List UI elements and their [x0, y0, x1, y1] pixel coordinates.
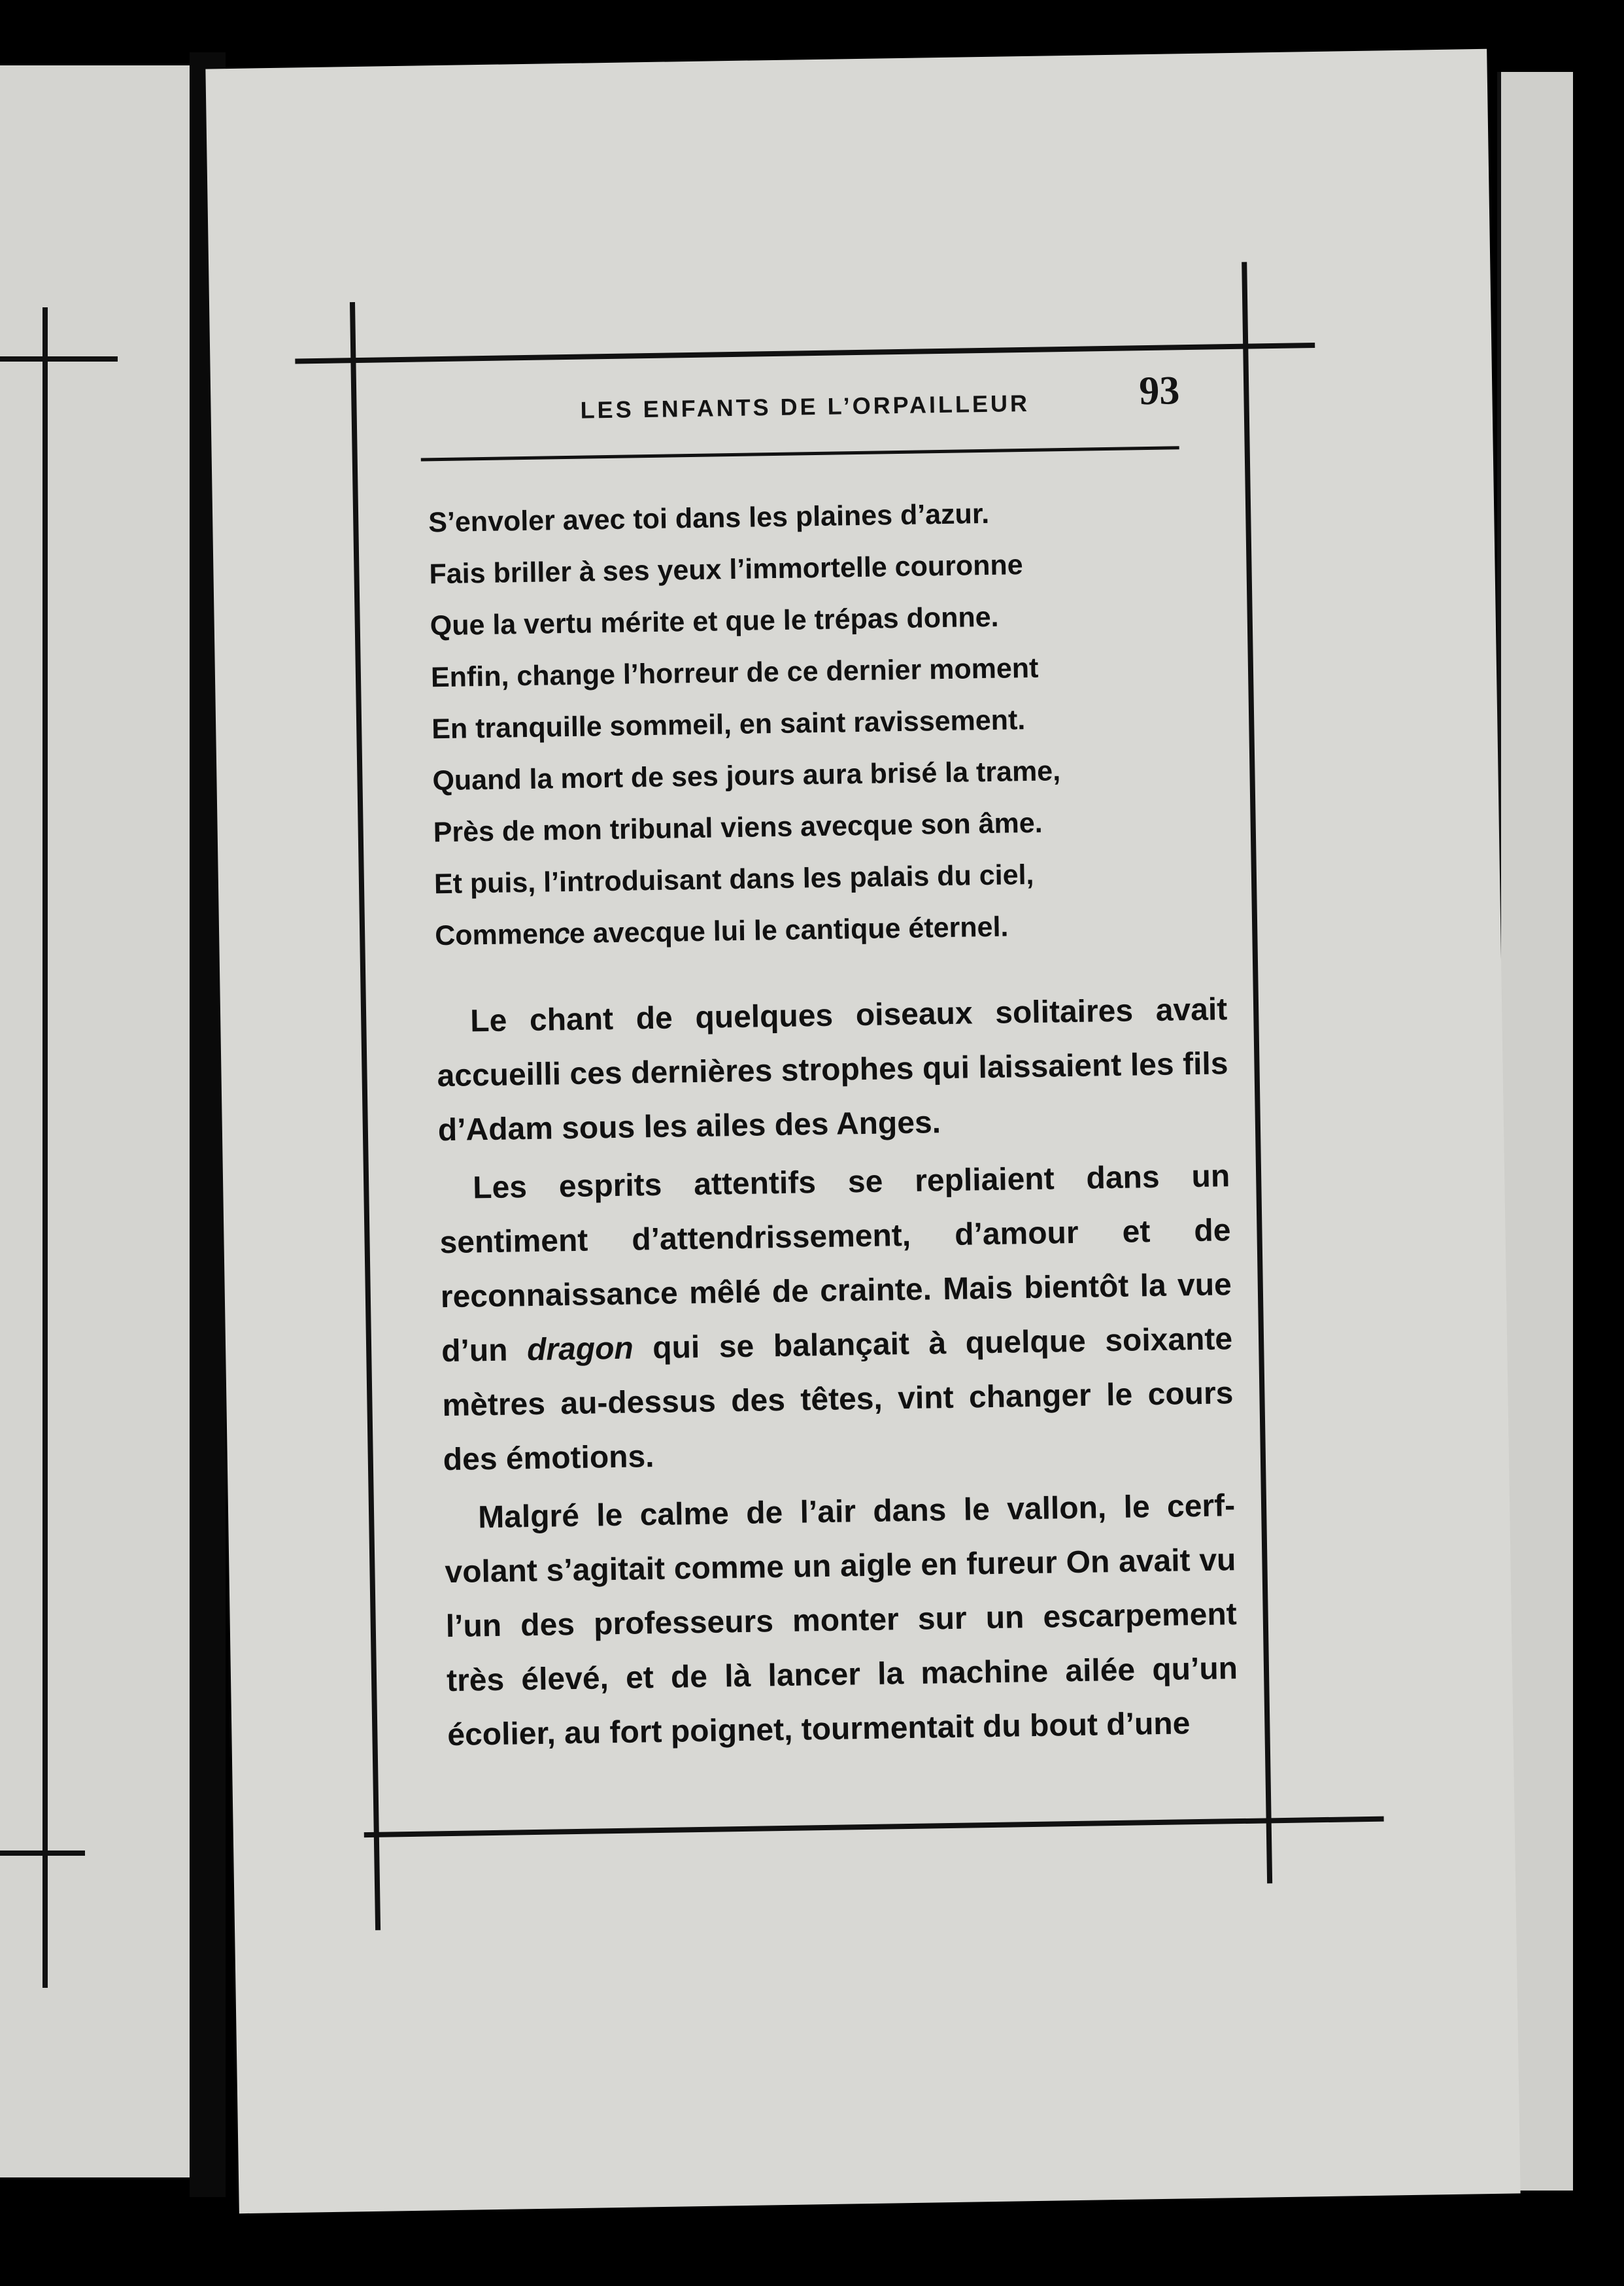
paragraph-2-start: Les esprits attentifs se repliaient dans un sentiment d’attendrissement, d’amour et de reconnaissance mêlé de crainte. Mais bientôt la vue d’un: [439, 1159, 1232, 1369]
frame-right-rule: [1242, 262, 1272, 1884]
verse-line: Près de mon tribunal viens avecque son âme.: [433, 807, 1043, 849]
paragraph-3: Malgré le calme de l’air dans le vallon, le cerf-volant s’agitait comme un aigle en fureur On avait vu l’un des professeurs monter sur un escarpement très élevé, et de là lancer la machine ailée qu’un écolier, au fort poignet, tourmentait du bout d’une: [445, 1488, 1238, 1753]
previous-page-frame-top: [0, 356, 118, 362]
verse: [428, 485, 1226, 962]
verse-line: Quand la mort de ses jours aura brisé la trame,: [432, 755, 1061, 797]
frame-top-rule: [295, 343, 1315, 364]
header-rule: [421, 446, 1179, 461]
frame-left-rule: [350, 302, 381, 1930]
previous-page-frame-bottom: [0, 1851, 85, 1856]
previous-page: [0, 65, 190, 2177]
verse-line: En tranquille sommeil, en saint ravissement.: [431, 704, 1026, 745]
paragraph-1: Le chant de quelques oiseaux solitaires avait accueilli ces dernières strophes qui laissaient les fils d’Adam sous les ailes des Anges.: [437, 992, 1228, 1148]
paragraph-2-italic: dragon: [526, 1331, 634, 1368]
book-page: [205, 49, 1520, 2213]
verse-line: Commen𝑐e avecque lui le cantique éternel.: [434, 911, 1009, 952]
paragraph-2: [439, 1149, 1235, 1487]
running-head: LES ENFANTS DE L’ORPAILLEUR: [580, 389, 1030, 424]
text-block: [428, 485, 1239, 1766]
frame-bottom-rule: [364, 1817, 1384, 1838]
verse-line: Que la vertu mérite et que le trépas donne.: [430, 601, 999, 642]
verse-line: Fais briller à ses yeux l’immortelle couronne: [429, 549, 1023, 590]
prose: [436, 982, 1239, 1762]
verse-line: Et puis, l’introduisant dans les palais du ciel,: [433, 859, 1034, 900]
verse-line: S’envoler avec toi dans les plaines d’azur.: [428, 498, 990, 539]
previous-page-frame-right: [42, 307, 48, 1988]
page-number: 93: [1138, 368, 1180, 414]
verse-line: Enfin, change l’horreur de ce dernier moment: [430, 652, 1039, 694]
paragraph-2-end: qui se balançait à quelque soixante mètres au-dessus des têtes, vint changer le cours des émotions.: [442, 1322, 1234, 1478]
